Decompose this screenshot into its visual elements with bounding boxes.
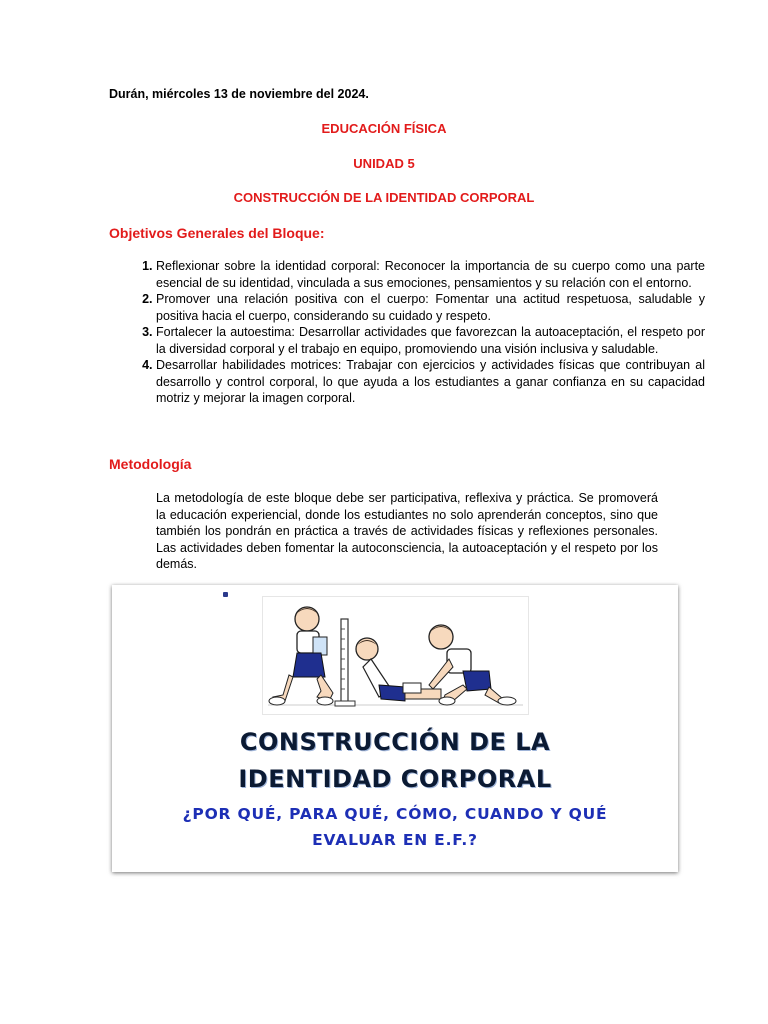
objective-item: 2. Promover una relación positiva con el cuerpo: Fomentar una actitud respetuosa, saludable y positiva hacia el cuerpo, considerando su cuidado y respeto.	[156, 291, 705, 324]
document-date: Durán, miércoles 13 de noviembre del 2024.	[109, 87, 369, 101]
banner-subtitle-line-2: EVALUAR EN E.F.?	[312, 831, 478, 849]
objective-item: 3. Fortalecer la autoestima: Desarrollar actividades que favorezcan la autoaceptación, el respeto por la diversidad corporal y el trabajo en equipo, promoviendo una visión inclusiva y saludable.	[156, 324, 705, 357]
banner-title-line-2: IDENTIDAD CORPORAL	[238, 765, 552, 793]
topic-title: CONSTRUCCIÓN DE LA IDENTIDAD CORPORAL	[233, 190, 535, 205]
children-measuring-illustration	[262, 596, 529, 715]
methodology-heading: Metodología	[109, 456, 192, 472]
objectives-list	[109, 258, 705, 407]
objectives-heading: Objetivos Generales del Bloque:	[109, 225, 325, 241]
subject-title: EDUCACIÓN FÍSICA	[321, 121, 447, 136]
topic-banner-image	[112, 585, 678, 872]
unit-title: UNIDAD 5	[353, 156, 415, 171]
banner-title-line-1: CONSTRUCCIÓN DE LA	[239, 728, 551, 756]
decorative-mark	[223, 592, 228, 597]
objective-item: 4. Desarrollar habilidades motrices: Trabajar con ejercicios y actividades físicas que contribuyan al desarrollo y control corporal, lo que ayuda a los estudiantes a ganar confianza en su capacidad motriz y mejorar la imagen corporal.	[156, 357, 705, 407]
illustration-drawing	[263, 597, 528, 714]
banner-subtitle-line-1: ¿POR QUÉ, PARA QUÉ, CÓMO, CUANDO Y QUÉ	[182, 805, 608, 823]
methodology-paragraph: La metodología de este bloque debe ser participativa, reflexiva y práctica. Se promoverá la educación experiencial, donde los estudiantes no solo aprenderán conceptos, sino que también los pondrán en práctica a través de actividades físicas y reflexiones personales. Las actividades deben fomentar la autoconsciencia, la autoaceptación y el respeto por los demás.	[156, 491, 658, 571]
objective-item: 1. Reflexionar sobre la identidad corporal: Reconocer la importancia de su cuerpo como una parte esencial de su identidad, vinculada a sus emociones, pensamientos y su relación con el entorno.	[156, 258, 705, 291]
